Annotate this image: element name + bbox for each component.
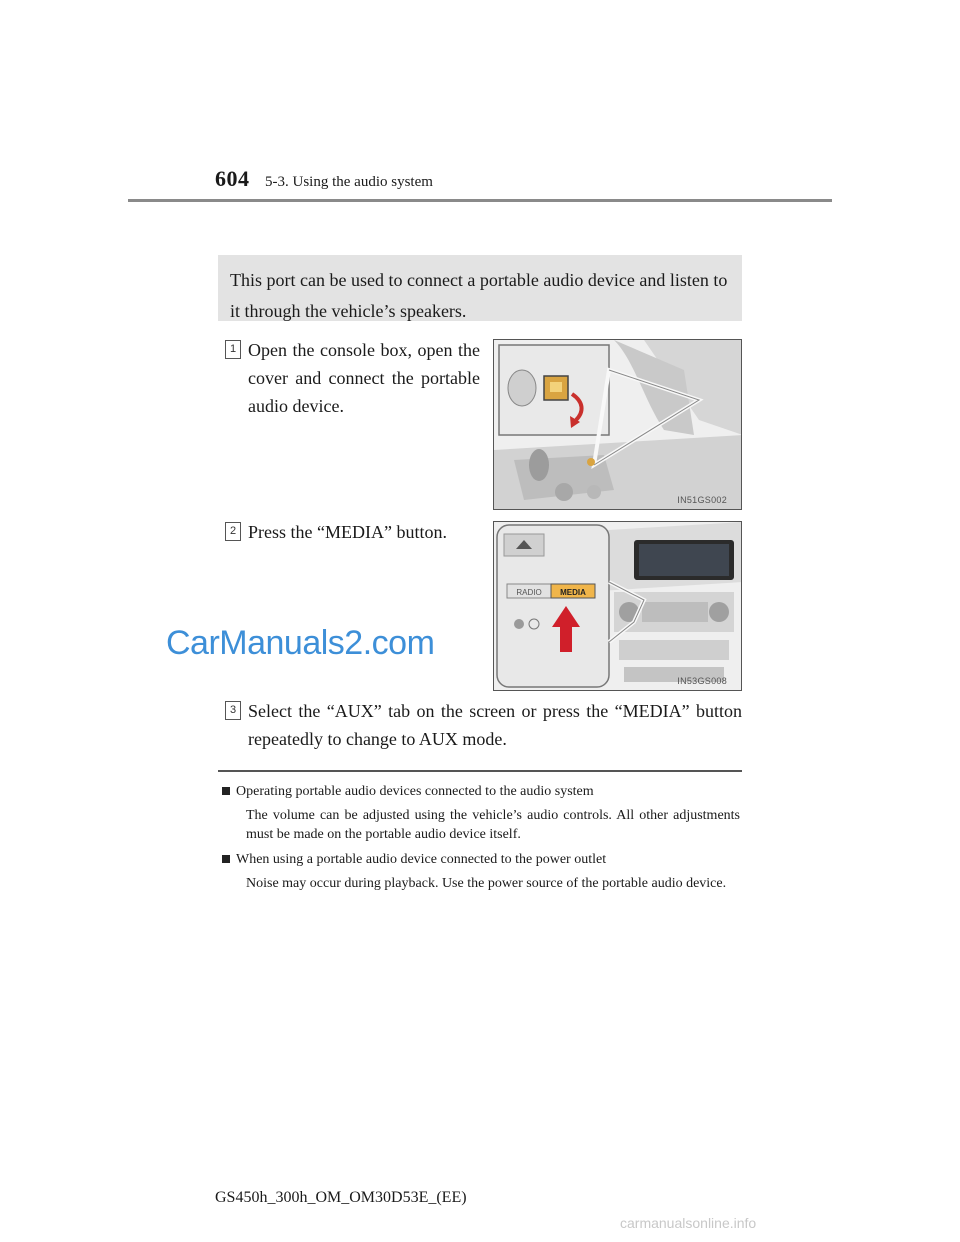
intro-box: [218, 255, 742, 321]
intro-text: This port can be used to connect a portable audio device and listen to it through the vehicle’s speakers.: [230, 270, 728, 321]
figure-media-button: [493, 521, 742, 691]
step-2-text: Press the “MEDIA” button.: [248, 522, 447, 542]
note-2-title: [222, 851, 742, 869]
media-label: MEDIA: [560, 588, 586, 597]
step-number-3: 3: [225, 701, 241, 720]
square-bullet-icon: [222, 855, 230, 863]
console-box-illustration: [494, 340, 742, 510]
step-1-text: Open the console box, open the cover and connect the portable audio device.: [248, 340, 480, 416]
square-bullet-icon: [222, 787, 230, 795]
section-title: 5-3. Using the audio system: [265, 174, 433, 190]
header-rule: [128, 199, 832, 202]
note-1-title: [222, 783, 742, 801]
figure-code-1: IN51GS002: [677, 495, 727, 505]
note-1-title-text: Operating portable audio devices connected to the audio system: [236, 784, 594, 799]
page-number: 604: [215, 166, 250, 191]
radio-label: RADIO: [516, 588, 542, 597]
footer-doc-code: GS450h_300h_OM_OM30D53E_(EE): [215, 1189, 467, 1206]
note-2-body: Noise may occur during playback. Use the power source of the portable audio device.: [246, 876, 727, 891]
step-number-2: 2: [225, 522, 241, 541]
notes-rule: [218, 770, 742, 772]
figure-console-box: [493, 339, 742, 510]
note-1-body: The volume can be adjusted using the vehicle’s audio controls. All other adjustments must be made on the portable audio device itself.: [246, 808, 740, 842]
note-2-title-text: When using a portable audio device connected to the power outlet: [236, 852, 607, 867]
step-number-1: 1: [225, 340, 241, 359]
step-3-text: Select the “AUX” tab on the screen or press the “MEDIA” button repeatedly to change to AUX mode.: [248, 701, 742, 749]
watermark: CarManuals2.com: [166, 624, 435, 662]
media-button-illustration: [494, 522, 742, 691]
figure-code-2: IN53GS008: [677, 676, 727, 686]
footer-site: carmanualsonline.info: [620, 1215, 757, 1231]
